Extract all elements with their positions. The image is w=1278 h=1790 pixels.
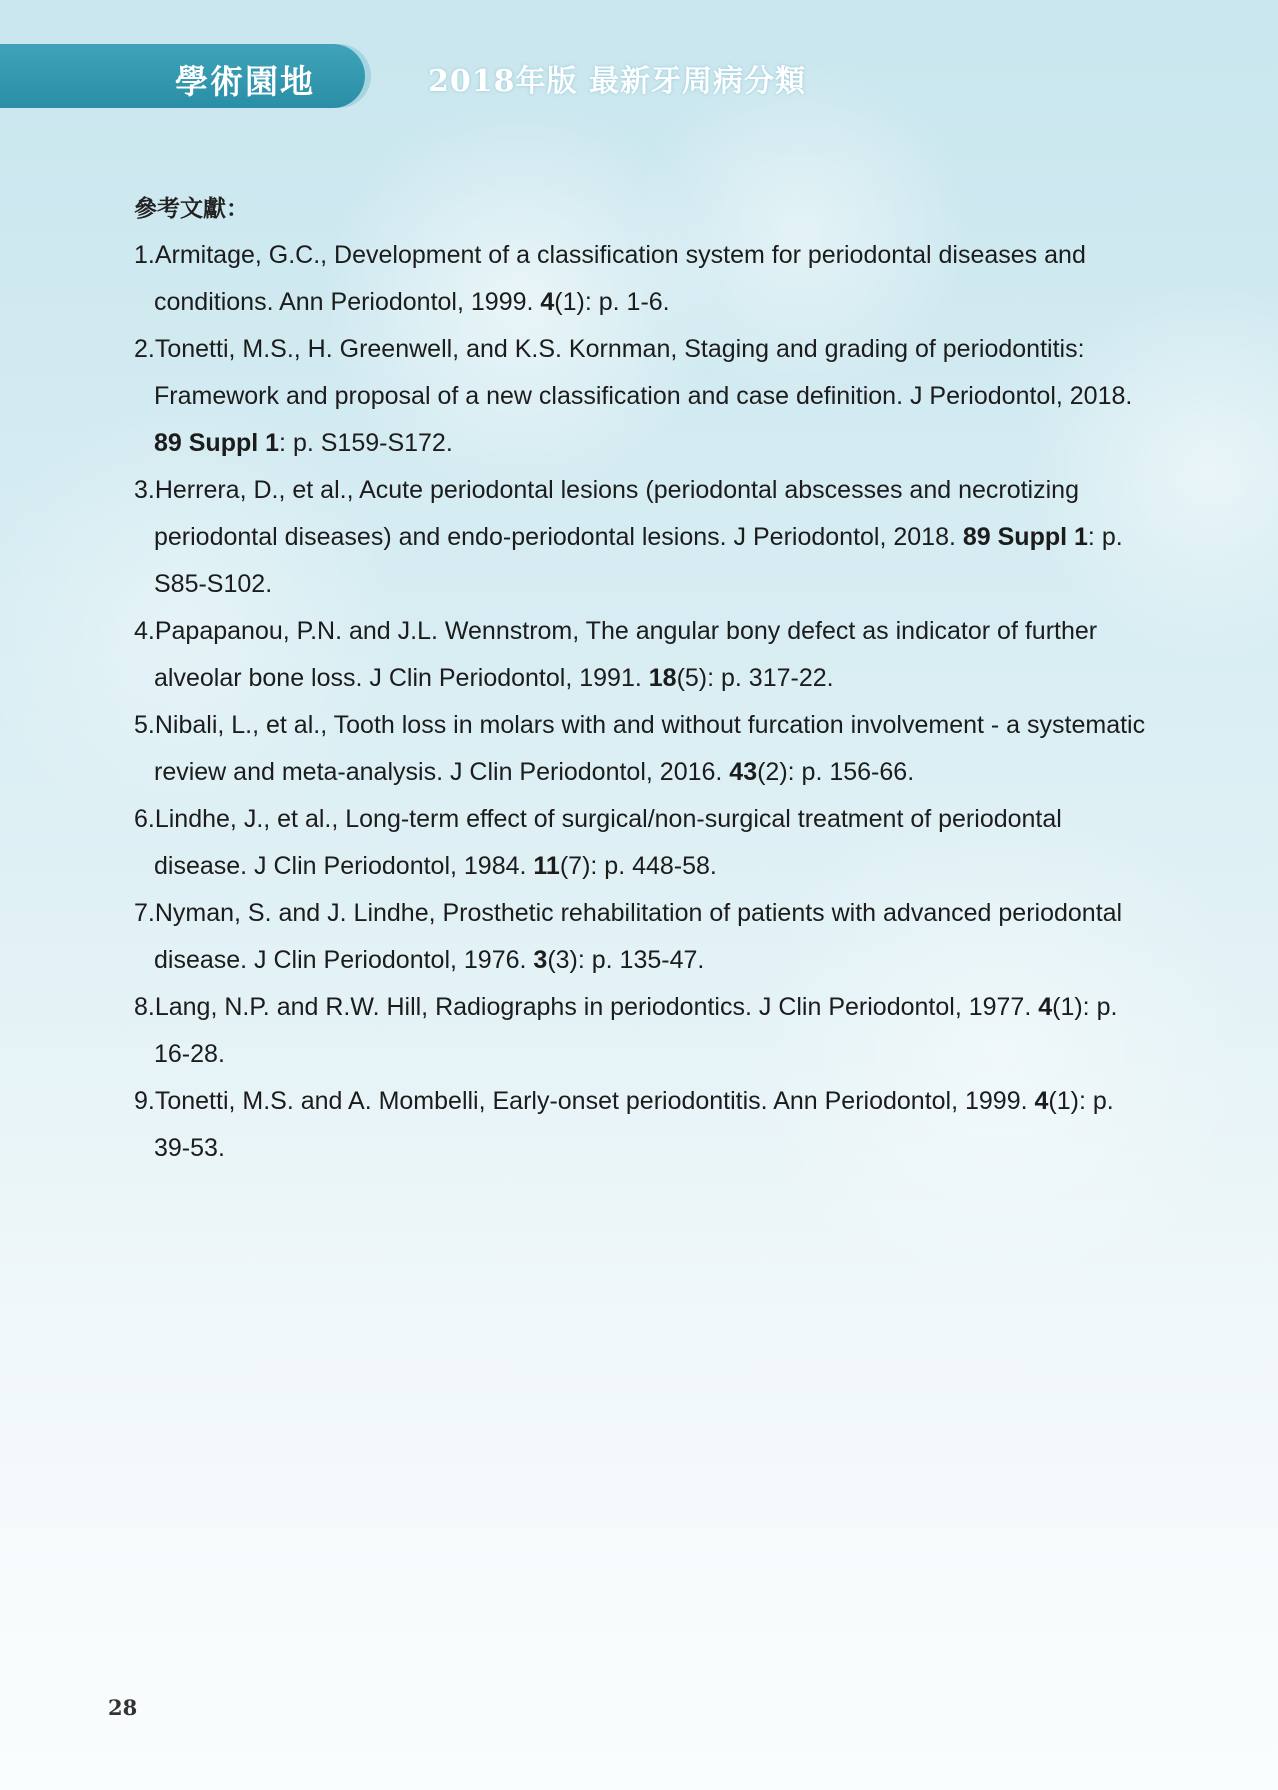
reference-item bbox=[134, 467, 1154, 608]
reference-item bbox=[134, 796, 1154, 890]
reference-text: 2.Tonetti, M.S., H. Greenwell, and K.S. Kornman, Staging and grading of periodontitis: Framework and proposal of a new classification and case definition. J Periodontol, 2018. bbox=[134, 335, 1133, 410]
reference-pages: (2): p. 156-66. bbox=[757, 758, 915, 786]
reference-volume: 89 Suppl 1 bbox=[962, 523, 1088, 551]
article-title: 2018年版 最新牙周病分類 bbox=[428, 64, 806, 99]
reference-pages: (3): p. 135-47. bbox=[547, 946, 705, 974]
reference-text: 4.Papapanou, P.N. and J.L. Wennstrom, The angular bony defect as indicator of further alveolar bone loss. J Clin Periodontol, 1991. bbox=[134, 617, 1098, 692]
reference-pages: (1): p. 1-6. bbox=[554, 288, 670, 316]
section-label: 學術園地 bbox=[175, 62, 315, 101]
reference-volume: 18 bbox=[648, 664, 677, 692]
reference-item bbox=[134, 984, 1154, 1078]
references-heading: 參考文獻： bbox=[134, 196, 249, 222]
reference-list bbox=[134, 232, 1154, 1172]
reference-item bbox=[134, 608, 1154, 702]
reference-text: 8.Lang, N.P. and R.W. Hill, Radiographs in periodontics. J Clin Periodontol, 1977. bbox=[134, 993, 1039, 1021]
reference-pages: : p. S159-S172. bbox=[279, 429, 453, 457]
reference-volume: 4 bbox=[540, 288, 555, 316]
reference-pages: (1): p. 16-28. bbox=[154, 993, 1118, 1068]
section-tab bbox=[0, 44, 365, 108]
reference-pages: (5): p. 317-22. bbox=[676, 664, 834, 692]
reference-pages: (7): p. 448-58. bbox=[559, 852, 717, 880]
reference-text: 1.Armitage, G.C., Development of a classification system for periodontal diseases and conditions. Ann Periodontol, 1999. bbox=[134, 241, 1086, 316]
reference-pages: (1): p. 39-53. bbox=[154, 1087, 1114, 1162]
reference-text: 7.Nyman, S. and J. Lindhe, Prosthetic rehabilitation of patients with advanced periodontal disease. J Clin Periodontol, 1976. bbox=[134, 899, 1123, 974]
reference-volume: 89 Suppl 1 bbox=[154, 429, 280, 457]
reference-item bbox=[134, 890, 1154, 984]
reference-item bbox=[134, 1078, 1154, 1172]
reference-item bbox=[134, 702, 1154, 796]
reference-volume: 4 bbox=[1034, 1087, 1049, 1115]
reference-volume: 4 bbox=[1038, 993, 1053, 1021]
reference-item bbox=[134, 326, 1154, 467]
reference-text: 3.Herrera, D., et al., Acute periodontal lesions (periodontal abscesses and necrotizing periodontal diseases) and endo-periodontal lesions. J Periodontol, 2018. bbox=[134, 476, 1079, 551]
page-header bbox=[0, 40, 1278, 112]
reference-volume: 11 bbox=[533, 852, 560, 880]
reference-text: 5.Nibali, L., et al., Tooth loss in molars with and without furcation involvement - a systematic review and meta-analysis. J Clin Periodontol, 2016. bbox=[134, 711, 1146, 786]
reference-text: 6.Lindhe, J., et al., Long-term effect of surgical/non-surgical treatment of periodontal disease. J Clin Periodontol, 1984. bbox=[134, 805, 1062, 880]
reference-item bbox=[134, 232, 1154, 326]
page-number: 28 bbox=[108, 1695, 138, 1720]
reference-text: 9.Tonetti, M.S. and A. Mombelli, Early-onset periodontitis. Ann Periodontol, 1999. bbox=[134, 1087, 1035, 1115]
reference-volume: 43 bbox=[729, 758, 758, 786]
reference-pages: : p. S85-S102. bbox=[154, 523, 1123, 598]
reference-volume: 3 bbox=[533, 946, 548, 974]
